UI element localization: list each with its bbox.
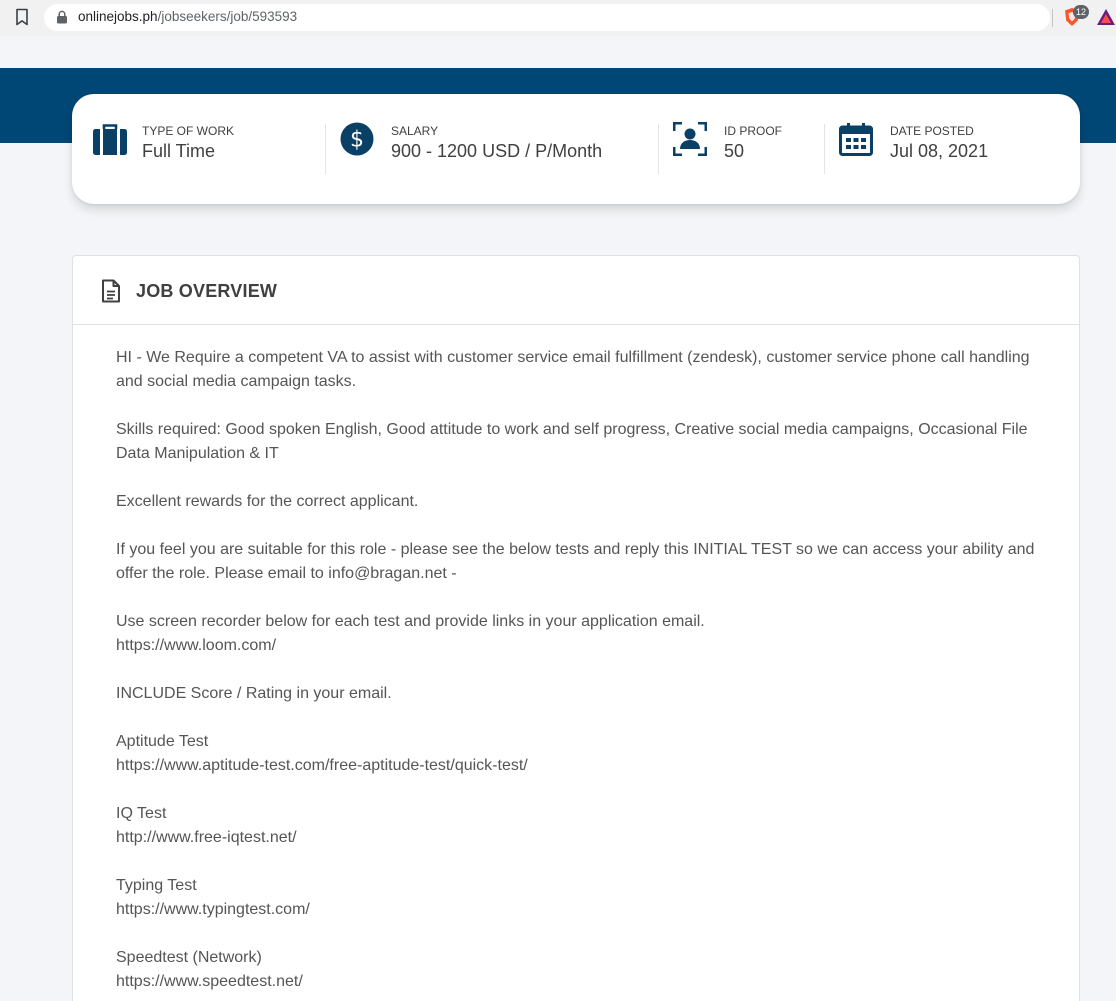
description-paragraph: If you feel you are suitable for this role - please see the below tests and reply this INITIAL TEST so we can access your ability and offer the role. Please email to info@bragan.net - bbox=[116, 541, 1035, 582]
description-paragraph: Speedtest (Network) https://www.speedtest.net/ bbox=[116, 949, 303, 990]
id-proof-label: ID PROOF bbox=[724, 124, 783, 138]
job-overview-header bbox=[73, 256, 1079, 325]
salary-label: SALARY bbox=[391, 124, 439, 138]
address-bar-url[interactable] bbox=[78, 9, 297, 24]
job-summary-card bbox=[72, 94, 1080, 204]
description-paragraph: Aptitude Test https://www.aptitude-test.com/free-aptitude-test/quick-test/ bbox=[116, 733, 528, 774]
id-proof-icon bbox=[673, 122, 707, 156]
dollar-icon bbox=[340, 122, 374, 156]
svg-text:$: $ bbox=[350, 127, 364, 153]
lock-icon[interactable] bbox=[56, 10, 68, 24]
toolbar-divider bbox=[1052, 9, 1053, 27]
job-overview-title: JOB OVERVIEW bbox=[136, 281, 278, 301]
stat-id-proof bbox=[659, 94, 824, 204]
description-paragraph: IQ Test http://www.free-iqtest.net/ bbox=[116, 805, 297, 846]
job-description bbox=[116, 346, 1046, 1001]
description-paragraph: Skills required: Good spoken English, Good attitude to work and self progress, Creative social media campaigns, Occasional File Data Manipulation & IT bbox=[116, 421, 1028, 462]
url-domain: onlinejobs.ph bbox=[78, 9, 158, 24]
bookmark-icon[interactable] bbox=[14, 8, 30, 26]
document-icon bbox=[101, 279, 121, 303]
stat-type-of-work bbox=[72, 94, 325, 204]
description-paragraph: Typing Test https://www.typingtest.com/ bbox=[116, 877, 310, 918]
date-posted-label: DATE POSTED bbox=[890, 124, 974, 138]
description-paragraph: INCLUDE Score / Rating in your email. bbox=[116, 685, 392, 702]
brave-rewards-icon[interactable] bbox=[1096, 7, 1116, 27]
calendar-icon bbox=[839, 122, 873, 156]
stat-salary bbox=[326, 94, 658, 204]
salary-value: 900 - 1200 USD / P/Month bbox=[391, 141, 603, 161]
id-proof-value: 50 bbox=[724, 141, 745, 161]
job-overview-card bbox=[72, 255, 1080, 1001]
browser-toolbar bbox=[0, 0, 1116, 36]
description-paragraph: Excellent rewards for the correct applicant. bbox=[116, 493, 419, 510]
stat-date-posted bbox=[825, 94, 1080, 204]
description-paragraph: HI - We Require a competent VA to assist with customer service email fulfillment (zendesk), customer service phone call handling and social media campaign tasks. bbox=[116, 349, 1030, 390]
type-of-work-label: TYPE OF WORK bbox=[142, 124, 235, 138]
description-paragraph: Use screen recorder below for each test and provide links in your application email. https://www.loom.com/ bbox=[116, 613, 705, 654]
url-path: /jobseekers/job/593593 bbox=[157, 9, 298, 24]
type-of-work-value: Full Time bbox=[142, 141, 216, 161]
briefcase-icon bbox=[92, 122, 128, 156]
job-page bbox=[0, 36, 1116, 1001]
shield-count-badge: 12 bbox=[1073, 5, 1089, 19]
date-posted-value: Jul 08, 2021 bbox=[890, 141, 989, 161]
